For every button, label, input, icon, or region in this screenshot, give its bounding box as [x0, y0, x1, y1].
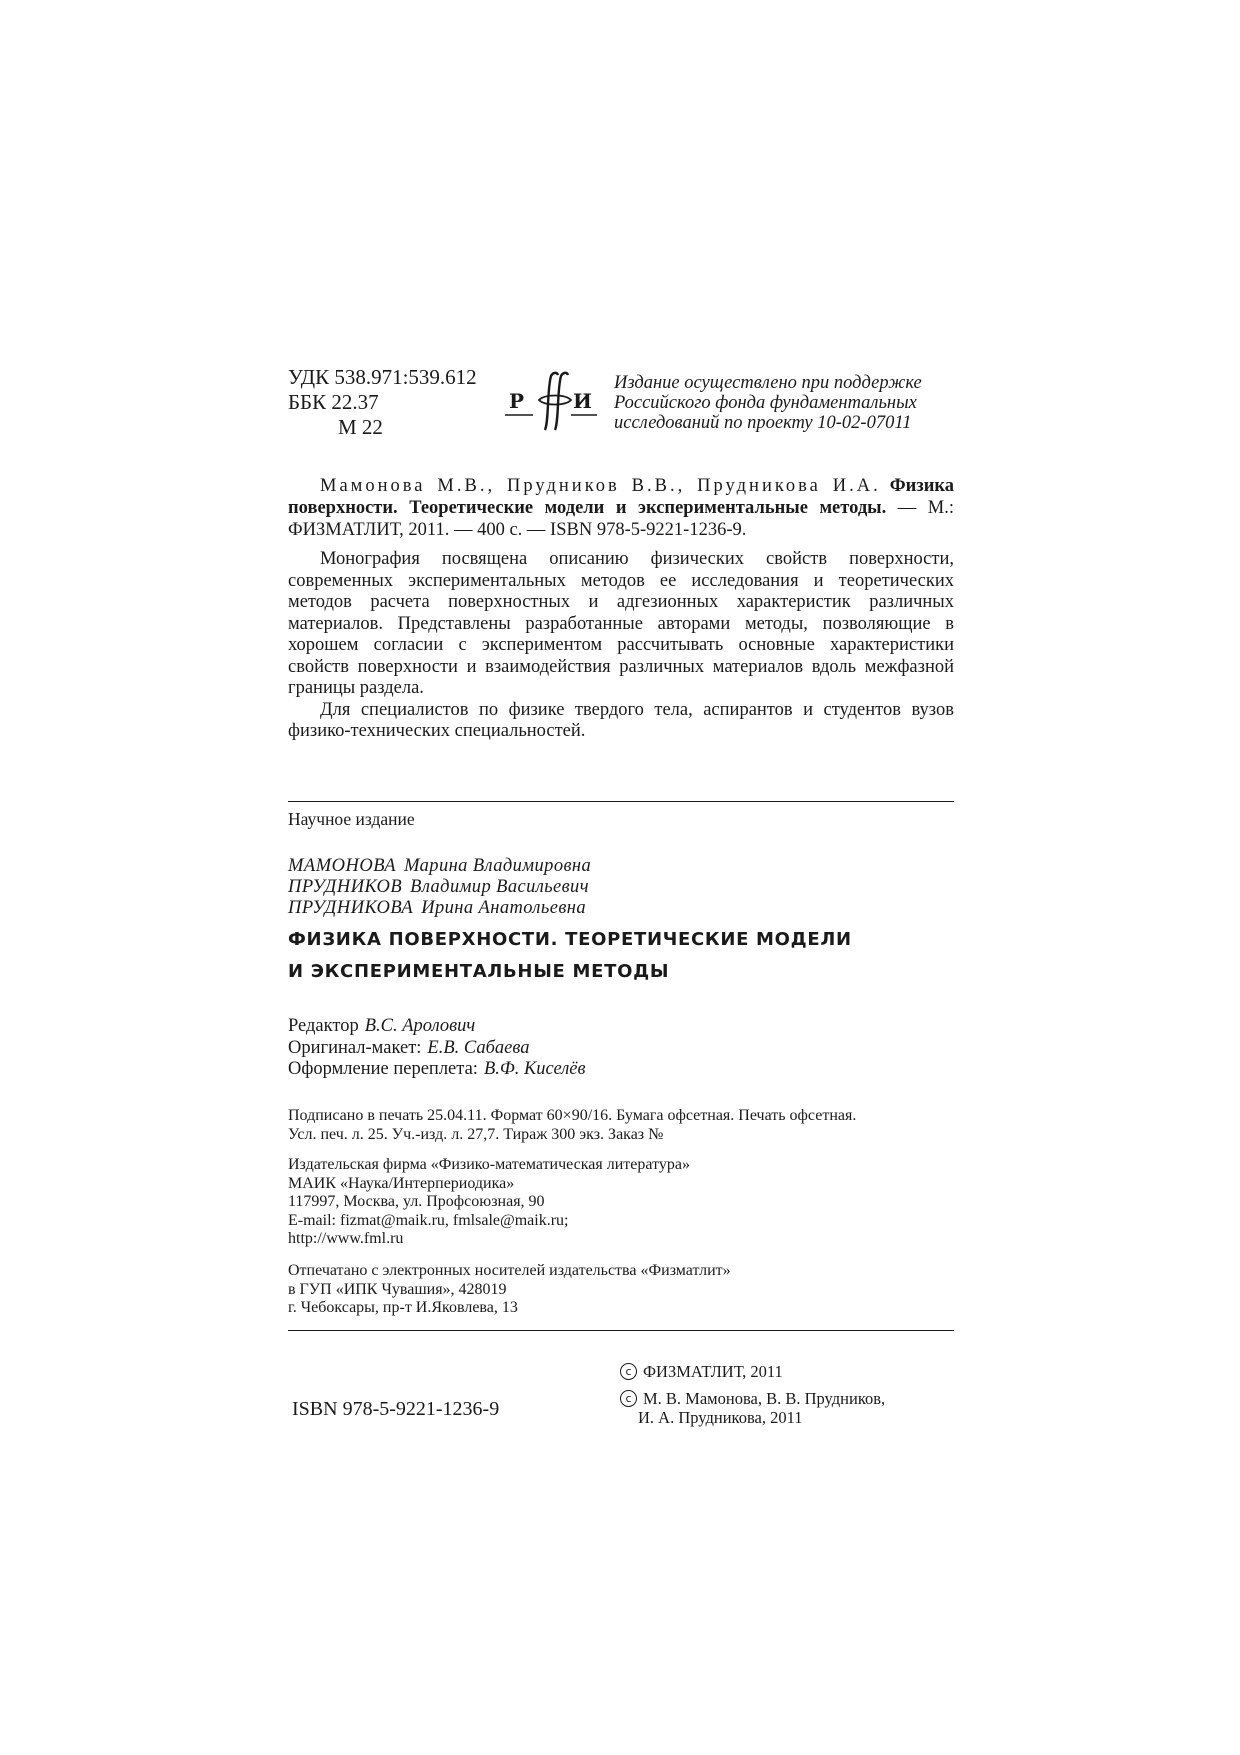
staff-role: Редактор — [288, 1016, 359, 1036]
copyright-text: ФИЗМАТЛИТ, 2011 — [643, 1362, 783, 1381]
publisher-info — [288, 1156, 690, 1249]
printer-info — [288, 1262, 731, 1318]
staff-name: Е.В. Сабаева — [427, 1037, 530, 1058]
citation-authors: Мамонова М.В., Прудников В.В., Прудникова И.А. — [320, 476, 881, 496]
citation-title: Физика поверхности. Теоретические модели и экспериментальные методы. — [288, 476, 954, 518]
copyright-text-continued: И. А. Прудникова, 2011 — [638, 1408, 803, 1427]
author-given-name: Владимир Васильевич — [410, 877, 589, 897]
authors-list — [288, 856, 591, 919]
citation-imprint: — М.: ФИЗМАТЛИТ, 2011. — 400 с. — ISBN 978-5-9221-1236-9. — [288, 498, 954, 540]
editorial-staff — [288, 1016, 586, 1081]
author-mark: М 22 — [338, 415, 383, 439]
edition-type: Научное издание — [288, 809, 415, 829]
rffi-logo-left-letter: Р — [509, 389, 525, 413]
classification-codes — [288, 365, 477, 440]
copyright-entry — [620, 1362, 885, 1381]
author-surname: ПРУДНИКОВ — [288, 877, 403, 897]
staff-entry — [288, 1059, 586, 1081]
publisher-line: Издательская фирма «Физико-математическая литература» — [288, 1156, 690, 1173]
divider-bottom — [288, 1330, 954, 1331]
copyright-entry — [620, 1389, 885, 1408]
book-title-line: И ЭКСПЕРИМЕНТАЛЬНЫЕ МЕТОДЫ — [288, 961, 670, 982]
udk-code: УДК 538.971:539.612 — [288, 365, 477, 389]
publisher-line: 117997, Москва, ул. Профсоюзная, 90 — [288, 1193, 545, 1210]
annotation — [288, 549, 954, 743]
author-given-name: Марина Владимировна — [404, 856, 592, 876]
copyright-block — [620, 1362, 885, 1427]
support-note-line: исследований по проекту 10-02-07011 — [614, 413, 912, 433]
publisher-line: МАИК «Наука/Интерпериодика» — [288, 1174, 515, 1192]
author-entry — [288, 898, 591, 919]
staff-entry — [288, 1038, 586, 1060]
staff-name: В.С. Аролович — [364, 1016, 476, 1036]
rffi-logo-icon — [505, 370, 597, 434]
printer-line: г. Чебоксары, пр-т И.Яковлева, 13 — [288, 1299, 518, 1316]
copyright-text: М. В. Мамонова, В. В. Прудников, — [643, 1389, 886, 1408]
publisher-website: http://www.fml.ru — [288, 1230, 404, 1247]
bibliographic-citation — [288, 475, 954, 541]
rffi-logo-right-letter: И — [573, 389, 592, 413]
book-title-line: ФИЗИКА ПОВЕРХНОСТИ. ТЕОРЕТИЧЕСКИЕ МОДЕЛИ — [288, 929, 852, 950]
author-surname: МАМОНОВА — [288, 856, 397, 876]
divider-top — [288, 801, 954, 802]
staff-role: Оригинал-макет: — [288, 1037, 422, 1058]
isbn: ISBN 978-5-9221-1236-9 — [292, 1398, 500, 1420]
copyright-icon: c — [620, 1390, 637, 1407]
book-title — [288, 924, 852, 988]
bbk-code: ББК 22.37 — [288, 390, 379, 414]
print-details — [288, 1107, 856, 1144]
rffi-logo — [505, 370, 597, 434]
copyright-icon: c — [620, 1363, 637, 1380]
staff-name: В.Ф. Киселёв — [483, 1059, 586, 1079]
support-note-line: Российского фонда фундаментальных — [614, 393, 917, 413]
author-entry — [288, 877, 591, 898]
author-entry — [288, 856, 591, 877]
annotation-paragraph: Монография посвящена описанию физических свойств поверхности, современных экспериментальных методов ее исследования и теоретических методов расчета поверхностных и адгезионных характеристик различных материалов. Представлены разработанные авторами методы, позволяющие в хорошем согласии с экспериментом рассчитывать основные характеристики свойств поверхности и взаимодействия различных материалов вдоль межфазной границы раздела. — [288, 549, 954, 698]
publisher-email: E-mail: fizmat@maik.ru, fmlsale@maik.ru; — [288, 1211, 569, 1229]
support-note-line: Издание осуществлено при поддержке — [614, 373, 922, 393]
print-details-line: Подписано в печать 25.04.11. Формат 60×90/16. Бумага офсетная. Печать офсетная. — [288, 1107, 857, 1124]
author-given-name: Ирина Анатольевна — [421, 898, 586, 918]
author-surname: ПРУДНИКОВА — [288, 898, 414, 918]
printer-line: в ГУП «ИПК Чувашия», 428019 — [288, 1280, 507, 1298]
staff-entry — [288, 1016, 586, 1038]
annotation-paragraph: Для специалистов по физике твердого тела, аспирантов и студентов вузов физико-технических специальностей. — [288, 699, 954, 741]
print-details-line: Усл. печ. л. 25. Уч.-изд. л. 27,7. Тираж 300 экз. Заказ № — [288, 1125, 664, 1143]
printer-line: Отпечатано с электронных носителей издательства «Физматлит» — [288, 1262, 731, 1279]
staff-role: Оформление переплета: — [288, 1059, 478, 1079]
support-note — [614, 373, 954, 433]
